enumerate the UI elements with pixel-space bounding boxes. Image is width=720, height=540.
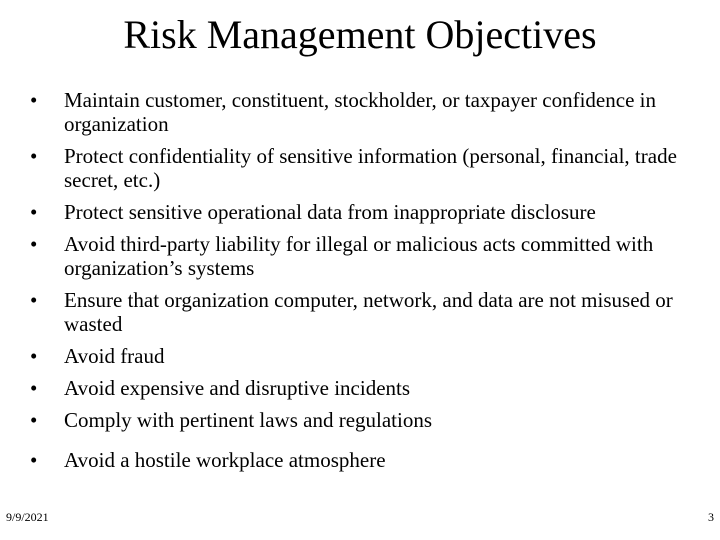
list-item [30, 408, 700, 432]
page-number: 3 [708, 510, 714, 524]
list-item [30, 144, 700, 192]
bullet-icon: • [30, 344, 38, 368]
bullet-text: Avoid fraud [64, 344, 165, 368]
list-item [30, 288, 700, 336]
slide-title: Risk Management Objectives [123, 12, 597, 57]
bullet-text: Protect sensitive operational data from inappropriate disclosure [64, 200, 596, 224]
bullet-icon: • [30, 448, 38, 472]
bullet-text: Protect confidentiality of sensitive information (personal, financial, trade secret, etc.) [64, 144, 677, 192]
bullet-text: Maintain customer, constituent, stockholder, or taxpayer confidence in organization [64, 88, 656, 136]
bullet-icon: • [30, 144, 38, 168]
bullet-list [30, 88, 700, 480]
bullet-icon: • [30, 408, 38, 432]
bullet-icon: • [30, 288, 38, 312]
bullet-text: Avoid expensive and disruptive incidents [64, 376, 411, 400]
list-item [30, 200, 700, 224]
list-item [30, 88, 700, 136]
list-item [30, 376, 700, 400]
bullet-icon: • [30, 88, 38, 112]
list-item [30, 448, 700, 472]
bullet-icon: • [30, 376, 38, 400]
bullet-text: Comply with pertinent laws and regulations [64, 408, 433, 432]
bullet-text: Ensure that organization computer, network, and data are not misused or wasted [64, 288, 673, 336]
list-item [30, 344, 700, 368]
list-item [30, 232, 700, 280]
bullet-text: Avoid third-party liability for illegal or malicious acts committed with organization’s systems [64, 232, 654, 280]
footer-date: 9/9/2021 [6, 510, 49, 524]
bullet-text: Avoid a hostile workplace atmosphere [64, 448, 386, 472]
bullet-icon: • [30, 200, 38, 224]
bullet-icon: • [30, 232, 38, 256]
